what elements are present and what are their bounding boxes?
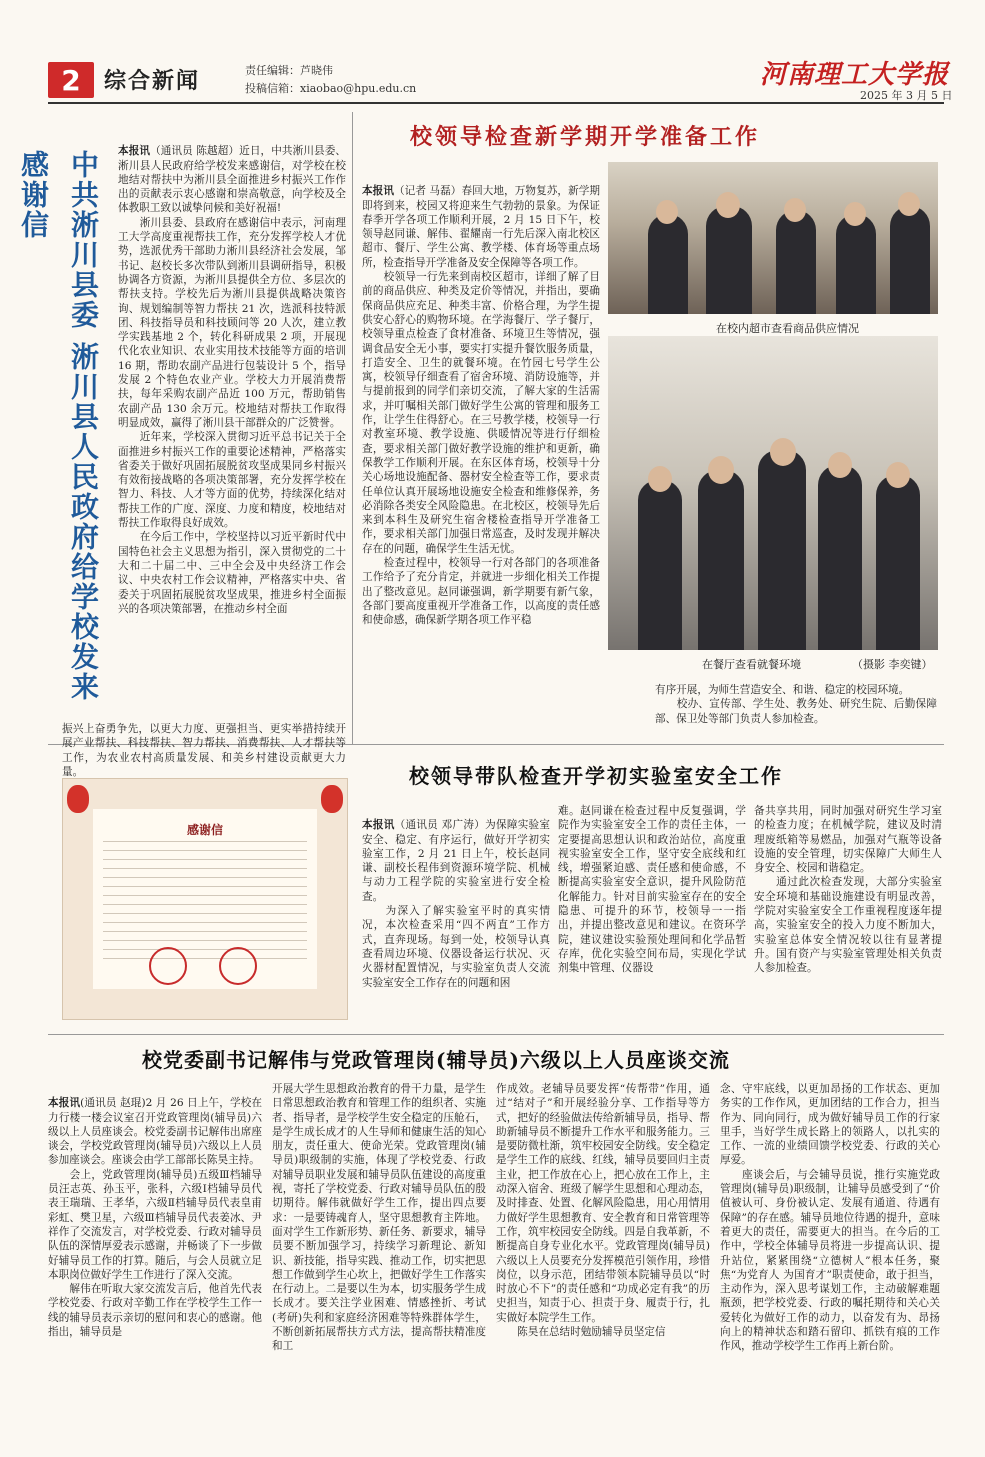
photo1-caption: 在校内超市查看商品供应情况 — [716, 322, 859, 335]
newspaper-masthead: 河南理工大学报 — [760, 60, 950, 90]
article2-lead: 本报讯 — [362, 185, 394, 198]
official-seal — [149, 947, 187, 985]
article2-headline: 校领导检查新学期开学准备工作 — [410, 124, 761, 150]
article4-lead: 本报讯 — [48, 1097, 81, 1110]
article2-body-cont: 有序开展，为师生营造安全、和谐、稳定的校园环境。 校办、宣传部、学生处、教务处、研究生院、后勤保障部、保卫处等部门负责人参加检查。 — [655, 684, 937, 725]
official-seal — [219, 947, 257, 985]
photo2-caption: 在餐厅查看就餐环境 — [702, 658, 801, 671]
letter-text-lines — [103, 841, 307, 959]
canteen-inspection-photo — [608, 336, 938, 650]
editor-name: 责任编辑：芦晓伟 — [245, 64, 333, 77]
article2-byline: （记者 马磊） — [394, 185, 462, 198]
issue-date: 2025 年 3 月 5 日 — [860, 89, 953, 102]
column-divider — [352, 112, 353, 744]
editor-info — [245, 62, 416, 98]
lantern-decoration — [67, 785, 89, 813]
article4-col4: 念、守牢底线，以更加昂扬的工作状态、更加务实的工作作风，更加团结的工作合力，担当作为、同向同行，成为做好辅导员工作的行家里手，当好学生成长路上的领路人，以扎实的工作、一流的业绩回馈学校党委、行政的关心厚爱。 座谈会后，与会辅导员说，推行实施党政管理岗(辅导员)职级制，让辅导员感受到了“价值被认可、身份被认定、发展有通道、待遇有保障”的存在感。辅导员地位待遇的提升，意味着更大的责任，需要更大的担当。在今后的工作中，学校全体辅导员将进一步提高认识、提升站位，紧紧围绕“立德树人”根本任务，聚焦“为党育人 为国育才”职责使命，敢于担当，主动作为，深入思考谋划工作，主动破解难题瓶颈，把学校党委、行政的嘱托期待和关心关爱转化为做好工作的动力，以奋发有为、昂扬向上的精神状态和踏石留印、抓铁有痕的工作作风，推动学校学生工作再上新台阶。 — [720, 1083, 940, 1353]
section-divider — [48, 1034, 944, 1035]
thank-you-letter-image — [62, 778, 348, 1020]
article1-lead: 本报讯 — [118, 145, 151, 158]
article3-byline: （通讯员 邓广涛） — [394, 819, 486, 832]
page-number: 2 — [48, 62, 94, 98]
article1-body — [118, 130, 346, 720]
article3-lead: 本报讯 — [362, 819, 395, 832]
article2-body — [362, 170, 600, 686]
supermarket-inspection-photo — [608, 162, 938, 314]
article1-body-cont: 振兴上奋勇争先，以更大力度、更强担当、更实举措持续开展产业帮扶、科技帮扶、智力帮扶、消费帮扶、人才帮扶等工作，为农业农村高质量发展、和美乡村建设贡献更大力量。 — [62, 723, 346, 778]
article4-headline: 校党委副书记解伟与党政管理岗(辅导员)六级以上人员座谈交流 — [142, 1048, 730, 1072]
article3-col1 — [362, 804, 550, 1026]
article4-col1 — [48, 1082, 262, 1444]
article3-col3: 备共享共用，同时加强对研究生学习室的检查力度；在机械学院，建议及时清理废纸箱等易燃品，加强对气瓶等设备设施的安全管理，切实保障广大师生人身安全、校园和谐稳定。 通过此次检查发现，大部分实验室安全环境和基础设施建设有明显改善，学院对实验室安全工作重视程度逐年提高，实验室安全的投入力度不断加大，实验室总体安全情况较以往有显著提升。国有资产与实验室管理处相关负责人参加检查。 — [754, 805, 942, 975]
article4-text: 2 月 26 日上午，学校在力行楼一楼会议室召开党政管理岗(辅导员)六级以上人员座谈会。校党委副书记解伟出席座谈会，学校党政管理岗(辅导员)六级以上人员参加座谈会。座谈会由学工部部长陈昊主持。 会上，党政管理岗(辅导员)五级Ⅲ档辅导员汪志英、孙玉平，张科，六级Ⅰ档辅导员代表王瑞瑞、王孝华，六级Ⅱ档辅导员代表皇甫彩虹、樊卫星，六级Ⅲ档辅导员代表姜冰、尹祥作了交流发言，对学校党委、行政对辅导员队伍的深情厚爱表示感谢，并畅谈了下一步做好辅导员工作的打算。随后，与会人员就立足本职岗位做好学生工作进行了深入交流。 解伟在听取大家交流发言后，他首先代表学校党委、行政对辛勤工作在学校学生工作一线的辅导员表示亲切的慰问和衷心的感谢。他指出，辅导员是 — [48, 1097, 263, 1339]
letter-paper — [93, 809, 317, 989]
article1-text: 近日，中共淅川县委、淅川县人民政府给学校发来感谢信，对学校在校地结对帮扶中为淅川县全面推进乡村振兴工作作出的贡献表示衷心感谢和崇高敬意，向学校及全体教职工致以诚挚问候和美好祝福! 淅川县委、县政府在感谢信中表示，河南理工大学高度重视帮扶工作，充分发挥学校人才优势，选派优秀干部助力淅川县经济社会发展，邹书记、赵校长多次带队到淅川县调研指导，积极协调各方资源，为淅川县提供全方位、多层次的帮扶支持。学校先后为淅川县提供战略决策咨询、规划编制等智力帮扶 21 次，选派科技特派团、科技指导员和科技顾问等 20 人次，建立教学实践基地 2 个，转化科研成果 2 项，开展现代化农业知识、农业实用技术技能等方面的培训 16 期，帮助农副产品进行包装设计 5 个，指导发展 2 个特色农业产业。学校大力开展消费帮扶，每年采购农副产品近 100 万元，帮助销售农副产品 130 余万元。校地结对帮扶工作取得明显成效，赢得了淅川县干部群众的广泛赞誉。 近年来，学校深入贯彻习近平总书记关于全面推进乡村振兴工作的重要论述精神，严格落实省委关于做好巩固拓展脱贫攻坚成果同乡村振兴有效衔接战略的各项决策部署，充分发挥学校在智力、科技、人才等方面的优势，持续深化结对帮扶工作的广度、深度、力度和精度，校地结对帮扶工作取得良好成效。 在今后工作中，学校坚持以习近平新时代中国特色社会主义思想为指引，深入贯彻党的二十大和二十届二中、三中全会及中央经济工作会议、中央农村工作会议精神，严格落实中央、省委关于巩固拓展脱贫攻坚成果，推进乡村全面振兴的各项决策部署，在推动乡村全面 — [118, 145, 347, 615]
submission-email: 投稿信箱：xiaobao@hpu.edu.cn — [245, 82, 417, 95]
letter-title: 感谢信 — [186, 823, 223, 837]
photo-credit: （摄影 李奕键） — [852, 658, 933, 671]
article1-headline: 中共淅川县委 淅川县人民政府给学校发来感谢信 — [17, 150, 100, 702]
article1-byline: （通讯员 陈越超） — [150, 145, 240, 158]
article2-text: 春回大地，万物复苏，新学期即将到来，校园又将迎来生气勃勃的景象。为保证春季开学各项工作顺利开展，2 月 15 日下午，校领导赵同谦、解伟、翟耀南一行先后深入南北校区超市、餐厅、学生公寓、教学楼、体育场等重点场所，检查指导开学准备及安全保障等各项工作。 校领导一行先来到南校区超市，详细了解了目前的商品供应、种类及定价等情况，并指出，要确保商品供应充足、种类丰富、价格合理，为学生提供安心舒心的购物环境。在学海餐厅、学子餐厅，校领导重点检查了食材准备、环境卫生等情况，强调食品安全无小事，要实打实提升餐饮服务质量，打造安全、卫生的就餐环境。在竹园七号学生公寓，校领导仔细查看了宿舍环境、消防设施等，并与提前报到的同学们亲切交流，了解大家的生活需求，并叮嘱相关部门做好学生公寓的管理和服务工作，让学生住得舒心。在三号教学楼，校领导一行对教室环境、教学设施、供暖情况等进行仔细检查，要求相关部门做好教学设施的维护和更新，确保教学工作顺利开展。在东区体育场，校领导十分关心场地设施配备、器材安全检查等工作，要求责任单位认真开展场地设施安全检查和维修保养，务必消除各类安全风险隐患。在北校区，校领导先后来到本科生及研究生宿舍楼检查指导开学准备工作，要求相关部门加强日常巡查，及时发现并解决存在的问题，确保学生生活无忧。 检查过程中，校领导一行对各部门的各项准备工作给予了充分肯定，并就进一步细化相关工作提出了整改意见。赵同谦强调，新学期要有新气象，各部门要高度重视开学准备工作，以高度的责任感和使命感，确保新学期各项工作平稳 — [362, 185, 601, 627]
article3-headline: 校领导带队检查开学初实验室安全工作 — [409, 764, 783, 788]
article4-col3: 作成效。老辅导员要发挥“传帮带”作用，通过“结对子”和开展经验分享、工作指导等方式，把好的经验做法传给新辅导员，指导、帮助新辅导员不断提升工作水平和服务能力。三是要防微杜渐，筑牢校园安全防线。安全稳定是学生工作的底线、红线，辅导员要回归主责主业，把工作放在心上，把心放在工作上，主动深入宿舍、班级了解学生思想和心理动态，及时排查、处置、化解风险隐患，用心用情用力做好学生思想教育、安全教育和日常管理等工作，筑牢校园安全防线。四是自我革新，不断提高自身专业化水平。党政管理岗(辅导员)六级以上人员要充分发挥模范引领作用，珍惜岗位，以身示范，团结带领本院辅导员以“时时放心不下”的责任感和“功成必定有我”的历史担当，知责于心、担责于身、履责于行，扎实做好本院学生工作。 陈昊在总结时勉励辅导员坚定信 — [496, 1083, 710, 1339]
article3-col2: 难。赵同谦在检查过程中反复强调，学院作为实验室安全工作的责任主体，一定要提高思想认识和政治站位，高度重视实验室安全工作，坚守安全底线和红线，增强紧迫感、责任感和使命感，不断提高实验室安全意识，提升风险防范化解能力。针对目前实验室存在的安全隐患、可提升的环节，校领导一一指出，并提出整改意见和建议。在资环学院，建议建设实验预处理间和化学品暂存库，优化实验空间布局，实现化学试剂集中管理、仪器设 — [558, 805, 746, 975]
lantern-decoration — [321, 785, 343, 813]
header-rule — [48, 102, 944, 104]
section-title: 综合新闻 — [104, 69, 201, 94]
article4-byline: (通讯员 赵琨) — [80, 1097, 146, 1110]
article4-col2: 开展大学生思想政治教育的骨干力量，是学生日常思想政治教育和管理工作的组织者、实施者、指导者，是学校学生安全稳定的压舱石，是学生成长成才的人生导师和健康生活的知心朋友，责任重大、使命光荣。党政管理岗(辅导员)职级制的实施，体现了学校党委、行政对辅导员职业发展和辅导员队伍建设的高度重视，寄托了学校党委、行政对辅导员队伍的殷切期待。解伟就做好学生工作，提出四点要求：一是要铸魂育人，坚守思想教育主阵地。面对学生工作新形势、新任务、新要求，辅导员要不断加强学习，持续学习新理论、新知识、新技能，指导实践、推动工作，切实把思想工作做到学生心坎上，把做好学生工作落实在行动上。二是要以生为本，切实服务学生成长成才。要关注学业困难、情感挫折、考试(考研)失利和家庭经济困难等特殊群体学生，不断创新拓展帮扶方式方法，提高帮扶精准度和工 — [272, 1083, 486, 1353]
article3-text: 为保障实验室安全、稳定、有序运行，做好开学初实验室工作，2 月 21 日上午，校长赵同谦、副校长程伟到资源环境学院、机械与动力工程学院的实验室进行安全检查。 为深入了解实验室平时的真实情况，本次检查采用“四不两直”工作方式，直奔现场。每到一处，校领导认真查看周边环境、仪器设备运行状况、灭火器材配置情况，与实验室负责人交流实验室安全工作存在的问题和困 — [362, 819, 551, 989]
